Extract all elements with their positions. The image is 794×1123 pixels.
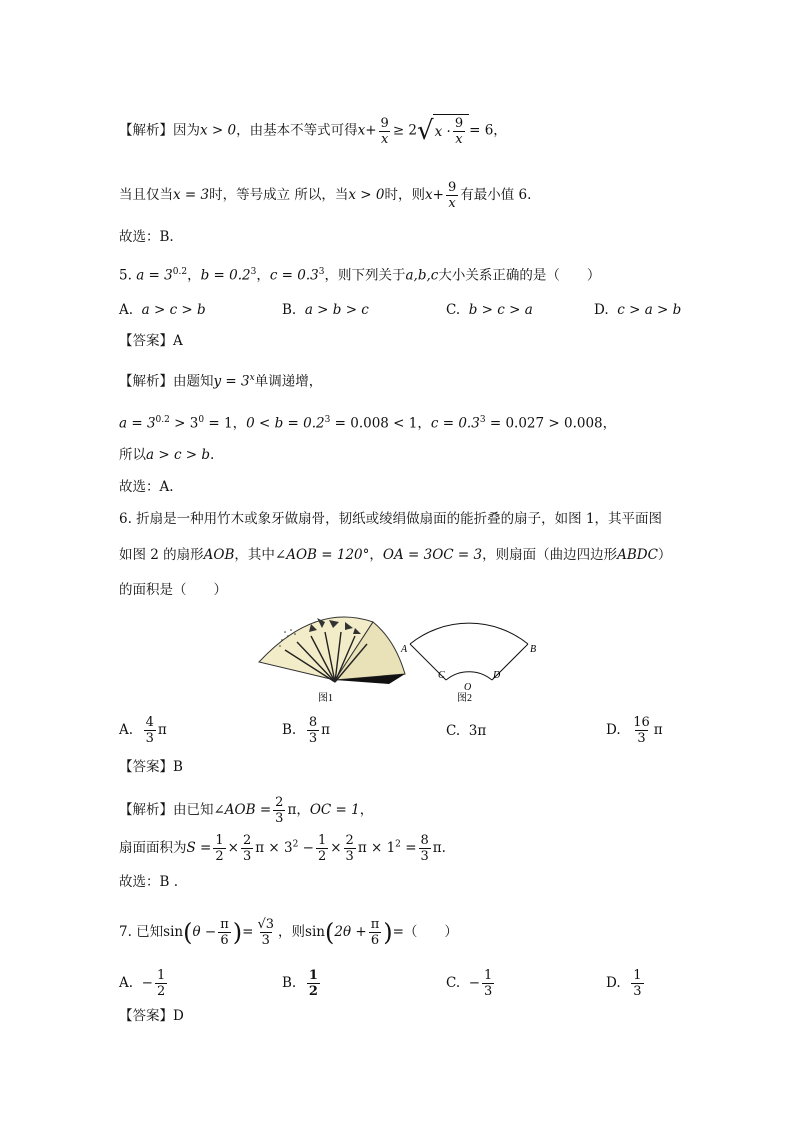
q5-option-a: A. a > c > b — [119, 302, 206, 318]
analysis-q5-2: $a = 3^{0.2} > 3^0 = 1$，$0 < b = 0.2^3 = 0.008 < 1$，$c = 0.3^3 = 0.027 > 0.008$， — [119, 415, 617, 432]
choice-line-q5: 故选：A. — [119, 479, 174, 495]
analysis-q5-1: 【解析】由题知$y = 3^x$单调递增， — [119, 373, 323, 390]
q6-option-b: B. $\frac{8}{3}$ π — [282, 715, 330, 746]
folding-fan-illustration — [259, 617, 405, 684]
q7-option-b: B. $\frac{1}{2}$ — [282, 968, 318, 999]
fig1-caption: 图1 — [318, 693, 333, 704]
choice-line-q4: 故选：B. — [119, 229, 174, 245]
analysis-line-q4-2: 当且仅当x = 3时，等号成立 所以，当x > 0时，则x+ $\frac{9}{x}$ 有最小值 6. — [119, 180, 532, 211]
q5-option-d: D. c > a > b — [594, 302, 682, 318]
q6-option-c: C. 3π — [446, 723, 487, 739]
analysis-q6-2: 扇面面积为S = $\frac{1}{2}$ × $\frac{2}{3}$ $\pi \times 3^2$ − $\frac{1}{2}$ × $\frac{2}{3}$ $\pi \times 1^2$ = $\frac{8}{3}$ π. — [119, 833, 446, 864]
q7-option-c: C. − $\frac{1}{3}$ — [446, 968, 493, 999]
question-6-line3: 的面积是（ ） — [119, 582, 227, 598]
fan-figure — [255, 610, 555, 710]
q7-option-a: A. − $\frac{1}{2}$ — [119, 968, 166, 999]
q6-option-d: D. $\frac{16}{3}$ π — [606, 715, 663, 746]
answer-q5: 【答案】A — [119, 333, 183, 349]
question-7: 7. 已知sin(θ − $\frac{\pi}{6}$ )= $\frac{√3}{3}$ ，则sin(2θ + $\frac{\pi}{6}$ )=（ ） — [119, 917, 458, 948]
q7-option-d: D. $\frac{1}{3}$ — [606, 968, 642, 999]
q5-option-b: B. a > b > c — [282, 302, 369, 318]
label-b: B — [530, 644, 537, 655]
question-5: 5. $a = 3^{0.2}$，$b = 0.2^3$，$c = 0.3^3$，则下列关于a,b,c大小关系正确的是（ ） — [119, 267, 601, 284]
label-a: A — [401, 644, 408, 655]
choice-line-q6: 故选：B . — [119, 874, 179, 890]
sector-diagram — [410, 623, 528, 680]
answer-q7: 【答案】D — [119, 1008, 184, 1024]
question-6-line2: 如图 2 的扇形AOB，其中∠AOB = 120°，OA = 3OC = 3，则扇面（曲边四边形ABDC） — [119, 547, 672, 563]
analysis-q5-3: 所以a > c > b. — [119, 447, 215, 463]
answer-q6: 【答案】B — [119, 759, 183, 775]
analysis-line-q4: 【解析】因为x > 0，由基本不等式可得x+ $\frac{9}{x}$ ≥ 2 √ x · $\frac{9}{x}$ = 6， — [119, 115, 507, 147]
question-6-line1: 6. 折扇是一种用竹木或象牙做扇骨，韧纸或绫绢做扇面的能折叠的扇子，如图 1，其平面图 — [119, 511, 663, 527]
label-o: O — [464, 682, 472, 693]
q5-option-c: C. b > c > a — [446, 302, 533, 318]
fig2-caption: 图2 — [457, 693, 472, 704]
label-c: C — [438, 670, 445, 681]
label-d: D — [493, 670, 501, 681]
analysis-q6-1: 【解析】由已知∠AOB = $\frac{2}{3}$ π，OC = 1， — [119, 795, 374, 826]
q6-option-a: A. $\frac{4}{3}$ π — [119, 715, 167, 746]
